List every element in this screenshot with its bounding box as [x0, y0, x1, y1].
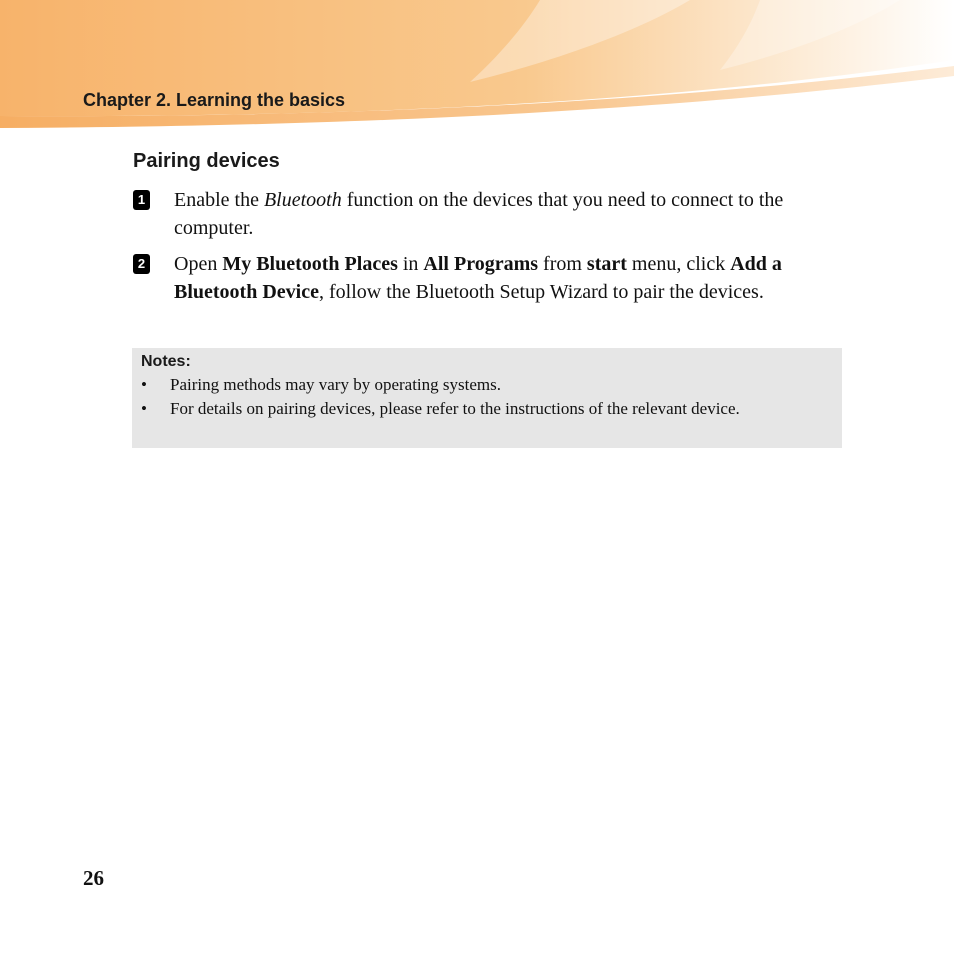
step-number-2-icon: 2	[133, 254, 150, 274]
step-2-text	[174, 250, 834, 306]
step-2-text-part: from	[538, 253, 587, 275]
step-2-text-part: Open	[174, 253, 223, 275]
notes-title: Notes:	[141, 353, 191, 370]
section-title: Pairing devices	[133, 150, 280, 172]
step-2-text-part: in	[397, 253, 424, 275]
step-1-text-part: Bluetooth	[263, 189, 342, 211]
bullet-icon: •	[141, 375, 147, 394]
notes-box	[132, 348, 842, 448]
chapter-header: Chapter 2. Learning the basics	[83, 90, 346, 110]
step-number-1-icon: 1	[133, 190, 150, 210]
step-2-text-part: My Bluetooth Places	[222, 253, 398, 275]
step-1-text-part: Enable the	[174, 189, 264, 211]
header-banner	[0, 0, 954, 140]
step-2-text-part: start	[586, 253, 627, 275]
note-text: For details on pairing devices, please refer to the instructions of the relevant device.	[170, 399, 740, 418]
step-2-text-part: All Programs	[423, 253, 539, 275]
step-2-text-part: menu, click	[626, 253, 731, 275]
page-number: 26	[83, 866, 104, 890]
step-1-text-part: function on the devices that you need to connect to the computer.	[174, 189, 784, 239]
step-2-text-part: , follow the Bluetooth Setup Wizard to pair the devices.	[318, 281, 764, 303]
step-1-text	[174, 186, 834, 242]
note-text: Pairing methods may vary by operating systems.	[170, 375, 501, 394]
step-2-text-part: Add a Bluetooth Device	[174, 253, 782, 303]
bullet-icon: •	[141, 399, 147, 418]
